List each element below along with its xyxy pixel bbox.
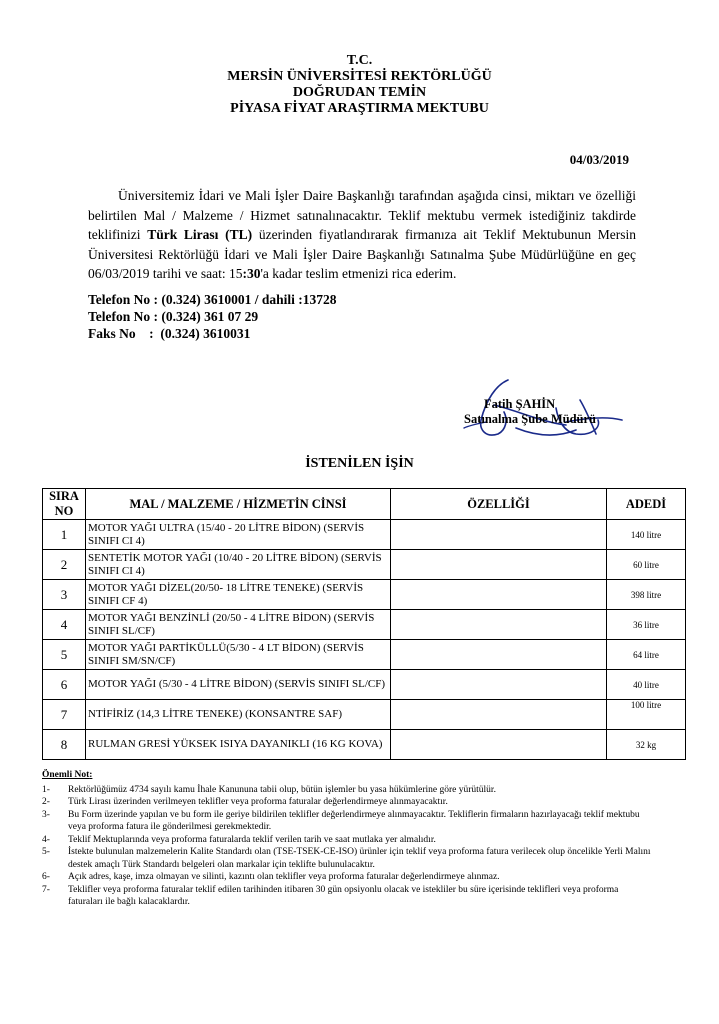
fax-line: Faks No : (0.324) 3610031 [88, 326, 251, 341]
header-sira: SIRA NO [43, 489, 86, 520]
table-row [43, 610, 686, 640]
note-item: 2- Türk Lirası üzerinden verilmeyen teklifler veya proforma faturalar değerlendirmeye alınmayacaktır. [42, 797, 448, 807]
header-university: MERSİN ÜNİVERSİTESİ REKTÖRLÜĞÜ [227, 69, 492, 84]
table-header-row [43, 489, 686, 520]
phone-line-2: Telefon No : (0.324) 361 07 29 [88, 309, 259, 324]
signature-block [446, 350, 646, 450]
contact-block [88, 291, 337, 342]
table-row [43, 700, 686, 730]
table-row [43, 550, 686, 580]
body-part1: Üniversitemiz İdari ve Mali İşler Daire Başkanlığı tarafından aşağıda cinsi, miktarı ve özelliği belirtilen Mal / Malzeme / Hizmet satınalınacaktır. Teklif mektubu vermek istediğiniz takdirde teklifinizi [88, 188, 636, 242]
row-feature [391, 730, 607, 760]
row-quantity: 64 litre [607, 640, 686, 670]
phone-line-1: Telefon No : (0.324) 3610001 / dahili :13728 [88, 292, 337, 307]
row-description: MOTOR YAĞI (5/30 - 4 LİTRE BİDON) (SERVİS SINIFI SL/CF) [86, 670, 391, 700]
row-quantity: 100 litre [607, 700, 686, 730]
signatory-name: Fatih ŞAHİN [484, 397, 556, 411]
document-title: PİYASA FİYAT ARAŞTIRMA MEKTUBU [230, 101, 489, 116]
note-item: 6- Açık adres, kaşe, imza olmayan ve silinti, kazıntı olan teklifler veya proforma faturalar değerlendirmeye alınmaz. [42, 872, 500, 882]
row-quantity: 32 kg [607, 730, 686, 760]
table-row [43, 730, 686, 760]
row-number: 3 [43, 580, 86, 610]
row-quantity: 398 litre [607, 580, 686, 610]
header-tc: T.C. [346, 53, 373, 68]
row-number: 2 [43, 550, 86, 580]
body-part2: üzerinden fiyatlandırarak firmanıza ait Teklif Mektubunun Mersin Üniversitesi Rektörlüğü İdari ve Mali İşler Daire Başkanlığı Satınalma Şube Müdürlüğüne en geç 06/03/2019 tarihi ve saat: 15 [88, 227, 637, 281]
row-number: 8 [43, 730, 86, 760]
note-item: 1- Rektörlüğümüz 4734 sayılı kamu İhale Kanununa tabii olup, bütün işlemler bu yasa hükümlerine göre yürütülür. [42, 784, 496, 795]
header-procurement-type: DOĞRUDAN TEMİN [292, 85, 427, 100]
row-feature [391, 640, 607, 670]
important-notes [42, 769, 652, 909]
signatory-title: Satınalma Şube Müdürü [464, 412, 596, 426]
row-feature [391, 670, 607, 700]
row-description: MOTOR YAĞI BENZİNLİ (20/50 - 4 LİTRE BİDON) (SERVİS SINIFI SL/CF) [86, 610, 391, 640]
table-row [43, 640, 686, 670]
row-feature [391, 700, 607, 730]
body-part3: 'a kadar teslim etmenizi rica ederim. [260, 266, 457, 281]
row-description: MOTOR YAĞI ULTRA (15/40 - 20 LİTRE BİDON) (SERVİS SINIFI CI 4) [86, 520, 391, 550]
row-feature [391, 580, 607, 610]
table-row [43, 520, 686, 550]
note-item: 4- Teklif Mektuplarında veya proforma faturalarda teklif verilen tarih ve saat mutlaka yer almalıdır. [42, 834, 436, 845]
header-mal: MAL / MALZEME / HİZMETİN CİNSİ [86, 489, 391, 520]
row-description: NTİFİRİZ (14,3 LİTRE TENEKE) (KONSANTRE SAF) [86, 700, 391, 730]
header-ozellik: ÖZELLİĞİ [391, 489, 607, 520]
notes-title: Önemli Not: [42, 770, 93, 780]
row-number: 6 [43, 670, 86, 700]
table-row [43, 670, 686, 700]
row-quantity: 60 litre [607, 550, 686, 580]
deadline-minutes: :30 [242, 266, 261, 281]
body-paragraph [88, 186, 636, 284]
row-description: MOTOR YAĞI PARTİKÜLLÜ(5/30 - 4 LT BİDON) (SERVİS SINIFI SM/SN/CF) [86, 640, 391, 670]
section-title: İSTENİLEN İŞİN [305, 456, 414, 471]
row-description: SENTETİK MOTOR YAĞI (10/40 - 20 LİTRE BİDON) (SERVİS SINIFI CI 4) [86, 550, 391, 580]
header-adet: ADEDİ [607, 489, 686, 520]
row-description: RULMAN GRESİ YÜKSEK ISIYA DAYANIKLI (16 KG KOVA) [86, 730, 391, 760]
row-quantity: 140 litre [607, 520, 686, 550]
row-number: 5 [43, 640, 86, 670]
items-table [42, 488, 686, 760]
row-number: 4 [43, 610, 86, 640]
row-feature [391, 550, 607, 580]
row-quantity: 40 litre [607, 670, 686, 700]
note-item: 7- Teklifler veya proforma faturalar teklif edilen tarihinden itibaren 30 gün opsiyonlu olacak ve istekliler bu süre içerisinde teklifleri veya proforma faturaları ile bağlı kalacaklardır. [42, 884, 619, 907]
currency-text: Türk Lirası (TL) [147, 227, 253, 242]
row-description: MOTOR YAĞI DİZEL(20/50- 18 LİTRE TENEKE) (SERVİS SINIFI CF 4) [86, 580, 391, 610]
document-date: 04/03/2019 [569, 152, 629, 167]
row-feature [391, 610, 607, 640]
row-number: 7 [43, 700, 86, 730]
note-item: 3- Bu Form üzerinde yapılan ve bu form ile geriye bildirilen teklifler değerlendirmeye alınmayacaktır. Tekliflerin firmaların hazırlayacağı teklif mektubu veya proforma fatura ile gönderilmesi gerekmektedir. [42, 809, 640, 832]
row-quantity: 36 litre [607, 610, 686, 640]
note-item: 5- İstekte bulunulan malzemelerin Kalite Standardı olan (TSE-TSEK-CE-ISO) ürünler için teklif veya proforma fatura verilecek olup öncelikle Yerli Malını destek amaçlı Türk Standardı belgeleri olan markalar için teklifte bulunulacaktır. [42, 847, 651, 870]
row-number: 1 [43, 520, 86, 550]
row-feature [391, 520, 607, 550]
table-row [43, 580, 686, 610]
